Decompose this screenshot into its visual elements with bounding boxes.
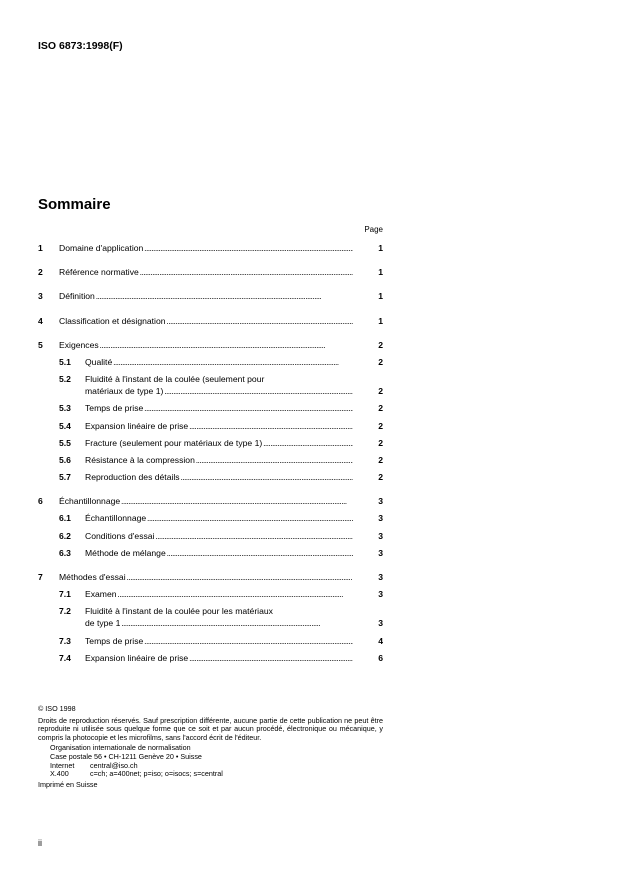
copyright-notice	[38, 705, 383, 789]
toc-entry-6-2[interactable]: 6.2 Conditions d'essai . . . 3	[38, 530, 383, 542]
toc-entry-3[interactable]: 3 Définition . . . 1	[38, 290, 383, 302]
toc-entry-4[interactable]: 4 Classification et désignation . . . 1	[38, 315, 383, 327]
toc-entry-5-5[interactable]: 5.5 Fracture (seulement pour matériaux de type 1) . . . 2	[38, 437, 383, 449]
toc-entry-6-3[interactable]: 6.3 Méthode de mélange . . . 3	[38, 547, 383, 559]
toc-entry-5-4[interactable]: 5.4 Expansion linéaire de prise . . . 2	[38, 420, 383, 432]
printed-in: Imprimé en Suisse	[38, 779, 98, 789]
x400-label: X.400	[50, 769, 69, 779]
page-title: Sommaire	[38, 196, 111, 213]
toc-entry-5-1[interactable]: 5.1 Qualité . . . 2	[38, 356, 383, 368]
document-id: ISO 6873:1998(F)	[38, 40, 123, 52]
org-postal-address: Case postale 56 • CH-1211 Genève 20 • Suisse	[50, 751, 202, 761]
toc-entry-7-1[interactable]: 7.1 Examen . . . 3	[38, 588, 383, 600]
internet-value: central@iso.ch	[90, 760, 138, 770]
toc-entry-7[interactable]: 7 Méthodes d'essai . . . 3	[38, 571, 383, 583]
x400-line	[50, 770, 383, 779]
toc-entry-7-3[interactable]: 7.3 Temps de prise . . . 4	[38, 635, 383, 647]
organisation-address	[50, 744, 383, 778]
toc-entry-5-6[interactable]: 5.6 Résistance à la compression . . . 2	[38, 454, 383, 466]
page-column-label: Page	[364, 225, 383, 234]
toc-entry-7-4[interactable]: 7.4 Expansion linéaire de prise . . . 6	[38, 652, 383, 664]
toc-entry-5-3[interactable]: 5.3 Temps de prise . . . 2	[38, 402, 383, 414]
toc-entry-1[interactable]: 1 Domaine d'application . . . 1	[38, 242, 383, 254]
toc-entry-2[interactable]: 2 Référence normative . . . 1	[38, 266, 383, 278]
table-of-contents	[38, 242, 383, 669]
x400-value: c=ch; a=400net; p=iso; o=isocs; s=central	[90, 769, 223, 779]
internet-label: Internet	[50, 760, 75, 770]
toc-entry-5-2[interactable]: 5.2 Fluidité à l'instant de la coulée (seulement pour matériaux de type 1) . . . 2	[38, 373, 383, 397]
page-number: ii	[38, 838, 42, 848]
toc-entry-7-2[interactable]: 7.2 Fluidité à l'instant de la coulée pour les matériaux de type 1 . . . 3	[38, 605, 383, 629]
copyright-line: © ISO 1998	[38, 704, 76, 713]
rights-statement: Droits de reproduction réservés. Sauf prescription différente, aucune partie de cette publication ne peut être reproduite ni utilisée sous quelque forme que ce soit et par aucun procédé, électronique ou mécanique, y compris la photocopie et les microfilms, sans l'accord écrit de l'éditeur.	[38, 715, 383, 742]
toc-entry-5-7[interactable]: 5.7 Reproduction des détails . . . 2	[38, 471, 383, 483]
org-name: Organisation internationale de normalisation	[50, 743, 191, 753]
toc-entry-5[interactable]: 5 Exigences . . . 2	[38, 339, 383, 351]
toc-entry-6[interactable]: 6 Échantillonnage . . . 3	[38, 495, 383, 507]
toc-entry-6-1[interactable]: 6.1 Échantillonnage . . . 3	[38, 512, 383, 524]
